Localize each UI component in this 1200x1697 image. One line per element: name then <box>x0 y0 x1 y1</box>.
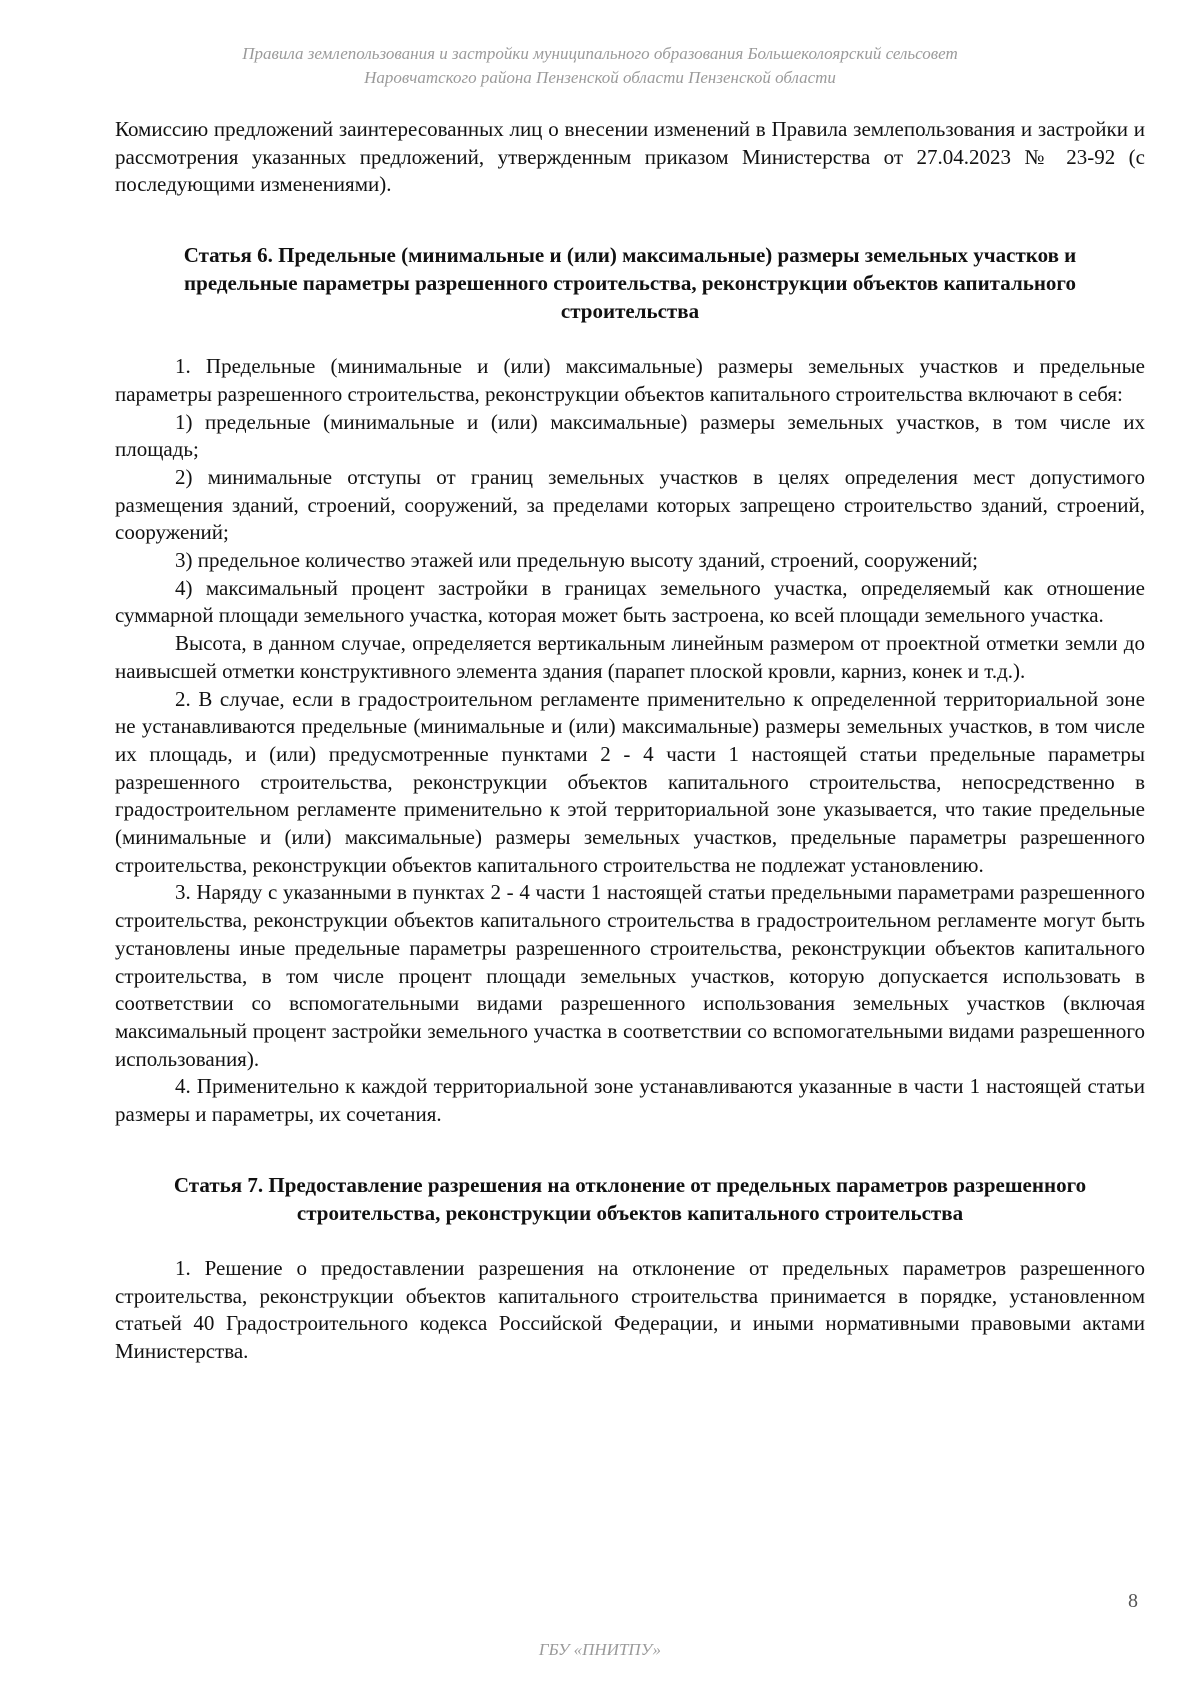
article-6-paragraph-3: 3. Наряду с указанными в пунктах 2 - 4 части 1 настоящей статьи предельными параметрами разрешенного строительства, реконструкции объектов капитального строительства в градостроительном регламенте могут быть установлены иные предельные параметры разрешенного строительства, реконструкции объектов капитального строительства, в том числе процент площади земельных участков, которую допускается использовать в соответствии со вспомогательными видами разрешенного использования земельных участков (включая максимальный процент застройки земельного участка в соответствии со вспомогательными видами разрешенного использования). <box>115 880 1145 1071</box>
article-6-heading: Статья 6. Предельные (минимальные и (или) максимальные) размеры земельных участков и предельные параметры разрешенного строительства, реконструкции объектов капитального строительства <box>183 243 1077 324</box>
page-header <box>0 42 1200 90</box>
header-line-1: Правила землепользования и застройки муниципального образования Большеколоярский сельсовет <box>242 44 958 63</box>
article-6-paragraph-2: 2. В случае, если в градостроительном регламенте применительно к определенной территориальной зоне не устанавливаются предельные (минимальные и (или) максимальные) размеры земельных участков, в том числе их площадь, и (или) предусмотренные пунктами 2 - 4 части 1 настоящей статьи предельные параметры разрешенного строительства, реконструкции объектов капитального строительства, непосредственно в градостроительном регламенте применительно к этой территориальной зоне указывается, что такие предельные (минимальные и (или) максимальные) размеры земельных участков, предельные параметры разрешенного строительства, реконструкции объектов капитального строительства не подлежат установлению. <box>115 686 1145 877</box>
article-6-height-note: Высота, в данном случае, определяется вертикальным линейным размером от проектной отметки земли до наивысшей отметки конструктивного элемента здания (парапет плоской кровли, карниз, конек и т.д.). <box>115 631 1145 683</box>
article-6-item-4: 4) максимальный процент застройки в границах земельного участка, определяемый как отношение суммарной площади земельного участка, которая может быть застроена, ко всей площади земельного участка. <box>115 575 1145 628</box>
intro-paragraph: Комиссию предложений заинтересованных лиц о внесении изменений в Правила землепользования и застройки и рассмотрения указанных предложений, утвержденным приказом Министерства от 27.04.2023 № 23-92 (с последующими изменениями). <box>115 117 1145 197</box>
article-6-item-1: 1) предельные (минимальные и (или) максимальные) размеры земельных участков, в том числе их площадь; <box>115 409 1145 462</box>
document-body <box>115 116 1145 1366</box>
article-7-paragraph-1: 1. Решение о предоставлении разрешения на отклонение от предельных параметров разрешенного строительства, реконструкции объектов капитального строительства принимается в порядке, установленном статьей 40 Градостроительного кодекса Российской Федерации, и иными нормативными правовыми актами Министерства. <box>115 1255 1145 1363</box>
article-6-item-2: 2) минимальные отступы от границ земельных участков в целях определения мест допустимого размещения зданий, строений, сооружений, за пределами которых запрещено строительство зданий, строений, сооружений; <box>115 464 1145 545</box>
article-6-paragraph-1: 1. Предельные (минимальные и (или) максимальные) размеры земельных участков и предельные параметры разрешенного строительства, реконструкции объектов капитального строительства включают в себя: <box>115 354 1145 406</box>
article-7-heading: Статья 7. Предоставление разрешения на отклонение от предельных параметров разрешенного строительства, реконструкции объектов капитального строительства <box>173 1172 1087 1225</box>
article-6-paragraph-4: 4. Применительно к каждой территориальной зоне устанавливаются указанные в части 1 настоящей статьи размеры и параметры, их сочетания. <box>115 1074 1145 1127</box>
page-number: 8 <box>1128 1590 1138 1612</box>
header-line-2: Наровчатского района Пензенской области Пензенской области <box>364 68 836 87</box>
article-6-item-3: 3) предельное количество этажей или предельную высоту зданий, строений, сооружений; <box>175 548 978 573</box>
page-footer: ГБУ «ПНИТПУ» <box>538 1640 662 1659</box>
